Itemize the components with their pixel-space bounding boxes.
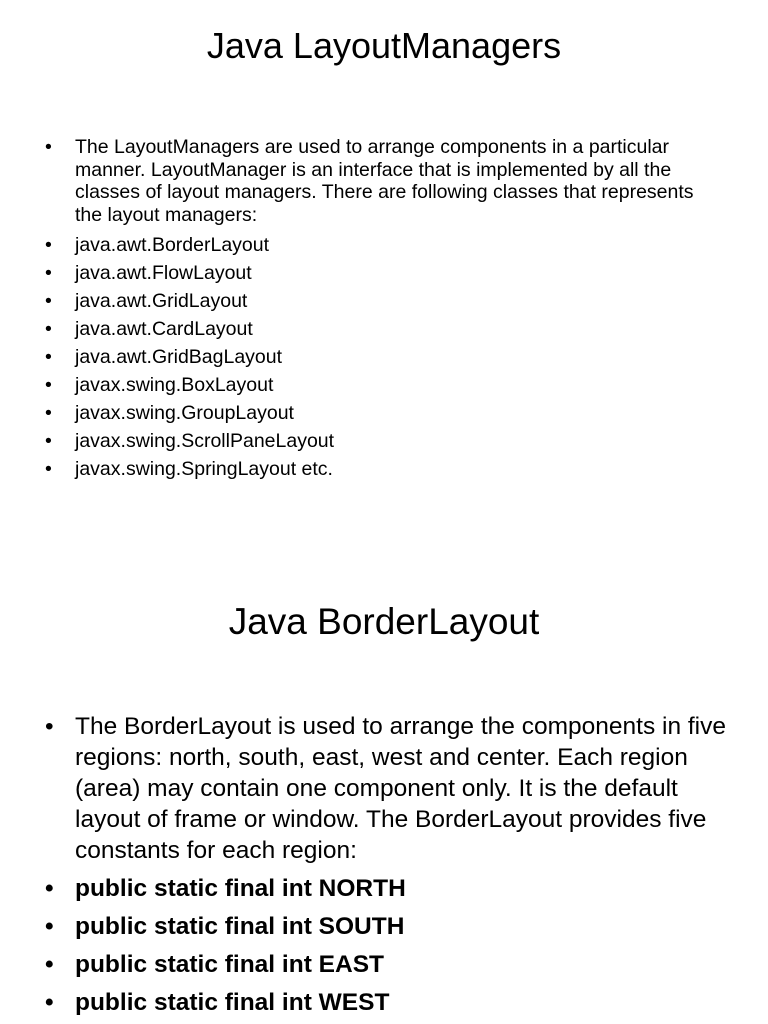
bullet-icon: • <box>45 913 54 940</box>
intro-text: The LayoutManagers are used to arrange components in a particular manner. LayoutManager is an interface that is implemented by all the classes of layout managers. There are following classes that represents the layout managers: <box>75 136 694 226</box>
list-item <box>45 455 695 483</box>
bullet-icon: • <box>45 458 52 480</box>
bullet-icon: • <box>45 713 54 740</box>
list-item-text: public static final int SOUTH <box>75 913 405 940</box>
bullet-icon: • <box>45 346 52 368</box>
list-item <box>45 399 695 427</box>
list-item <box>45 315 695 343</box>
list-item-text: javax.swing.GroupLayout <box>75 402 294 424</box>
list-item-text: javax.swing.BoxLayout <box>75 374 274 396</box>
list-item <box>45 371 695 399</box>
list-item-text: public static final int NORTH <box>75 875 406 902</box>
list-item-text: javax.swing.ScrollPaneLayout <box>75 430 335 452</box>
bullet-icon: • <box>45 318 52 340</box>
list-item-text: javax.swing.SpringLayout etc. <box>75 458 333 480</box>
list-item <box>45 908 735 946</box>
bullet-icon: • <box>45 262 52 284</box>
list-item-text: java.awt.CardLayout <box>75 318 253 340</box>
list-item-intro <box>45 136 695 226</box>
intro-text: The BorderLayout is used to arrange the components in five regions: north, south, east, west and center. Each region (area) may contain one component only. It is the default layout of frame or window. The BorderLayout provides five constants for each region: <box>75 713 726 864</box>
list-item-text: public static final int EAST <box>75 951 385 978</box>
list-item-text: public static final int WEST <box>75 989 390 1016</box>
list-item-text: java.awt.BorderLayout <box>75 234 270 256</box>
list-item-text: java.awt.GridLayout <box>75 290 248 312</box>
list-item <box>45 231 695 259</box>
list-item <box>45 946 735 984</box>
bullet-list <box>45 711 735 1022</box>
slide-layout-managers <box>0 0 768 500</box>
bullet-icon: • <box>45 374 52 396</box>
list-item <box>45 287 695 315</box>
list-item-text: java.awt.FlowLayout <box>75 262 252 284</box>
slide-title: Java BorderLayout <box>228 601 540 642</box>
bullet-icon: • <box>45 290 52 312</box>
list-item <box>45 343 695 371</box>
list-item <box>45 984 735 1022</box>
list-item-text: java.awt.GridBagLayout <box>75 346 283 368</box>
bullet-icon: • <box>45 989 54 1016</box>
bullet-icon: • <box>45 875 54 902</box>
list-item <box>45 259 695 287</box>
bullet-list <box>45 136 695 483</box>
bullet-icon: • <box>45 402 52 424</box>
bullet-icon: • <box>45 430 52 452</box>
list-item <box>45 870 735 908</box>
slide-border-layout <box>0 576 768 1024</box>
bullet-icon: • <box>45 951 54 978</box>
bullet-icon: • <box>45 136 52 158</box>
list-item-intro <box>45 711 735 866</box>
list-item <box>45 427 695 455</box>
slide-title: Java LayoutManagers <box>206 25 562 66</box>
bullet-icon: • <box>45 234 52 256</box>
